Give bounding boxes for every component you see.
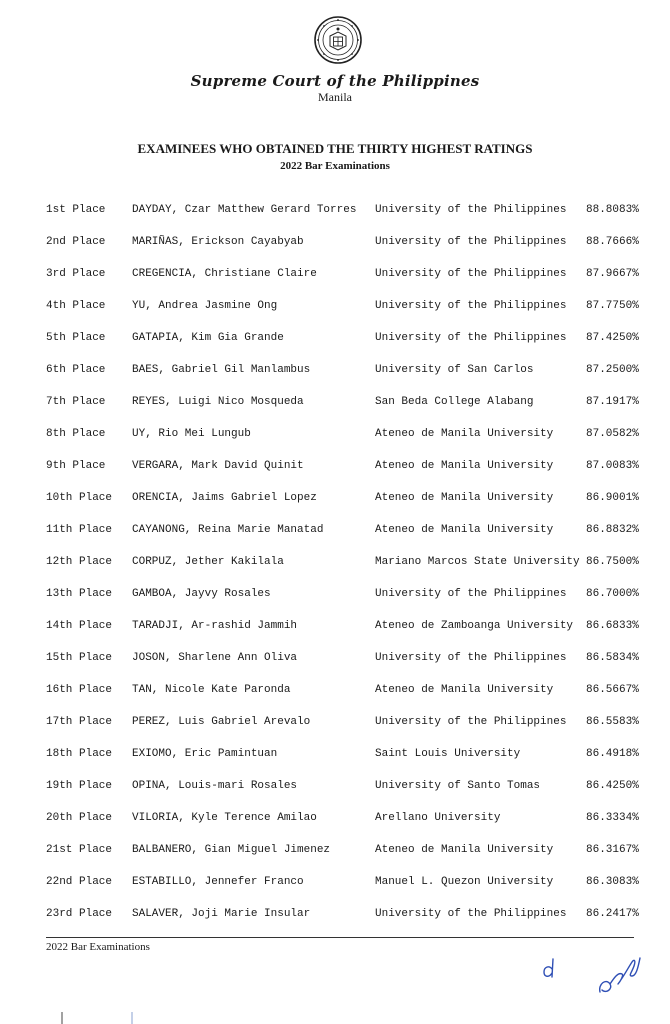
- rating-value: 87.0582%: [586, 428, 639, 440]
- rating-value: 86.3083%: [586, 876, 639, 888]
- scan-marks: [60, 1012, 140, 1024]
- examinee-name: JOSON, Sharlene Ann Oliva: [132, 652, 298, 664]
- law-school: Ateneo de Manila University: [375, 844, 554, 856]
- examinee-name: REYES, Luigi Nico Mosqueda: [132, 396, 304, 408]
- ranking-row: [0, 492, 670, 524]
- handwritten-initial-icon: [540, 955, 562, 981]
- law-school: Manuel L. Quezon University: [375, 876, 554, 888]
- ranking-place: 19th Place: [46, 780, 113, 792]
- ranking-row: [0, 236, 670, 268]
- ranking-place: 4th Place: [46, 300, 106, 312]
- examinee-name: GATAPIA, Kim Gia Grande: [132, 332, 284, 344]
- examinee-name: YU, Andrea Jasmine Ong: [132, 300, 278, 312]
- law-school: Ateneo de Manila University: [375, 684, 554, 696]
- law-school: University of the Philippines: [375, 236, 567, 248]
- ranking-place: 23rd Place: [46, 908, 113, 920]
- ranking-place: 10th Place: [46, 492, 113, 504]
- ranking-row: [0, 652, 670, 684]
- ranking-place: 7th Place: [46, 396, 106, 408]
- ranking-row: [0, 908, 670, 940]
- supreme-court-seal-icon: [314, 16, 362, 64]
- law-school: University of Santo Tomas: [375, 780, 541, 792]
- rankings-list: [0, 204, 670, 940]
- ranking-row: [0, 684, 670, 716]
- law-school: Ateneo de Zamboanga University: [375, 620, 574, 632]
- ranking-place: 11th Place: [46, 524, 113, 536]
- ranking-place: 9th Place: [46, 460, 106, 472]
- examinee-name: GAMBOA, Jayvy Rosales: [132, 588, 271, 600]
- examinee-name: DAYDAY, Czar Matthew Gerard Torres: [132, 204, 357, 216]
- rating-value: 86.4918%: [586, 748, 639, 760]
- court-city: Manila: [318, 90, 352, 104]
- ranking-place: 18th Place: [46, 748, 113, 760]
- ranking-row: [0, 460, 670, 492]
- ranking-place: 20th Place: [46, 812, 113, 824]
- ranking-row: [0, 332, 670, 364]
- ranking-place: 5th Place: [46, 332, 106, 344]
- examinee-name: ESTABILLO, Jennefer Franco: [132, 876, 304, 888]
- ranking-place: 15th Place: [46, 652, 113, 664]
- rating-value: 86.5583%: [586, 716, 639, 728]
- document-title: EXAMINEES WHO OBTAINED THE THIRTY HIGHEST RATINGS: [137, 141, 533, 156]
- examinee-name: EXIOMO, Eric Pamintuan: [132, 748, 278, 760]
- ranking-place: 12th Place: [46, 556, 113, 568]
- law-school: Ateneo de Manila University: [375, 524, 554, 536]
- law-school: University of the Philippines: [375, 300, 567, 312]
- ranking-row: [0, 716, 670, 748]
- ranking-row: [0, 428, 670, 460]
- examinee-name: UY, Rio Mei Lungub: [132, 428, 251, 440]
- ranking-place: 21st Place: [46, 844, 113, 856]
- ranking-row: [0, 300, 670, 332]
- law-school: Mariano Marcos State University: [375, 556, 580, 568]
- rating-value: 86.3334%: [586, 812, 639, 824]
- law-school: Ateneo de Manila University: [375, 492, 554, 504]
- examinee-name: ORENCIA, Jaims Gabriel Lopez: [132, 492, 317, 504]
- rating-value: 88.7666%: [586, 236, 639, 248]
- ranking-place: 17th Place: [46, 716, 113, 728]
- rating-value: 86.7500%: [586, 556, 639, 568]
- law-school: University of the Philippines: [375, 268, 567, 280]
- court-name: Supreme Court of the Philippines: [190, 72, 480, 90]
- ranking-row: [0, 524, 670, 556]
- rating-value: 88.8083%: [586, 204, 639, 216]
- law-school: University of the Philippines: [375, 204, 567, 216]
- law-school: University of the Philippines: [375, 716, 567, 728]
- law-school: Ateneo de Manila University: [375, 460, 554, 472]
- rating-value: 87.4250%: [586, 332, 639, 344]
- law-school: University of the Philippines: [375, 588, 567, 600]
- examinee-name: MARIÑAS, Erickson Cayabyab: [132, 236, 304, 248]
- ranking-place: 3rd Place: [46, 268, 106, 280]
- footer-divider: [46, 937, 634, 938]
- ranking-row: [0, 556, 670, 588]
- law-school: University of the Philippines: [375, 652, 567, 664]
- ranking-place: 16th Place: [46, 684, 113, 696]
- ranking-row: [0, 748, 670, 780]
- examinee-name: PEREZ, Luis Gabriel Arevalo: [132, 716, 311, 728]
- ranking-row: [0, 364, 670, 396]
- examinee-name: OPINA, Louis-mari Rosales: [132, 780, 298, 792]
- law-school: San Beda College Alabang: [375, 396, 534, 408]
- ranking-row: [0, 204, 670, 236]
- ranking-row: [0, 268, 670, 300]
- law-school: University of the Philippines: [375, 332, 567, 344]
- ranking-row: [0, 620, 670, 652]
- handwritten-signature-icon: [596, 950, 642, 998]
- ranking-place: 22nd Place: [46, 876, 113, 888]
- ranking-place: 1st Place: [46, 204, 106, 216]
- law-school: Arellano University: [375, 812, 501, 824]
- law-school: University of San Carlos: [375, 364, 534, 376]
- examinee-name: CORPUZ, Jether Kakilala: [132, 556, 284, 568]
- examinee-name: CAYANONG, Reina Marie Manatad: [132, 524, 324, 536]
- rating-value: 87.2500%: [586, 364, 639, 376]
- ranking-row: [0, 588, 670, 620]
- rating-value: 86.4250%: [586, 780, 639, 792]
- ranking-row: [0, 396, 670, 428]
- ranking-place: 13th Place: [46, 588, 113, 600]
- law-school: University of the Philippines: [375, 908, 567, 920]
- ranking-place: 8th Place: [46, 428, 106, 440]
- examinee-name: TAN, Nicole Kate Paronda: [132, 684, 291, 696]
- examinee-name: BALBANERO, Gian Miguel Jimenez: [132, 844, 331, 856]
- ranking-place: 14th Place: [46, 620, 113, 632]
- ranking-row: [0, 812, 670, 844]
- rating-value: 86.8832%: [586, 524, 639, 536]
- rating-value: 87.7750%: [586, 300, 639, 312]
- ranking-row: [0, 876, 670, 908]
- examinee-name: SALAVER, Joji Marie Insular: [132, 908, 311, 920]
- rating-value: 86.5834%: [586, 652, 639, 664]
- rating-value: 86.2417%: [586, 908, 639, 920]
- law-school: Ateneo de Manila University: [375, 428, 554, 440]
- ranking-place: 2nd Place: [46, 236, 106, 248]
- examinee-name: BAES, Gabriel Gil Manlambus: [132, 364, 311, 376]
- rating-value: 87.9667%: [586, 268, 639, 280]
- rating-value: 87.0083%: [586, 460, 639, 472]
- ranking-row: [0, 844, 670, 876]
- ranking-row: [0, 780, 670, 812]
- law-school: Saint Louis University: [375, 748, 521, 760]
- rating-value: 86.9001%: [586, 492, 639, 504]
- rating-value: 86.6833%: [586, 620, 639, 632]
- examinee-name: VERGARA, Mark David Quinit: [132, 460, 304, 472]
- rating-value: 87.1917%: [586, 396, 639, 408]
- document-subtitle: 2022 Bar Examinations: [280, 160, 390, 172]
- footer-text: 2022 Bar Examinations: [46, 941, 150, 953]
- rating-value: 86.3167%: [586, 844, 639, 856]
- examinee-name: VILORIA, Kyle Terence Amilao: [132, 812, 317, 824]
- examinee-name: TARADJI, Ar-rashid Jammih: [132, 620, 298, 632]
- examinee-name: CREGENCIA, Christiane Claire: [132, 268, 317, 280]
- ranking-place: 6th Place: [46, 364, 106, 376]
- rating-value: 86.7000%: [586, 588, 639, 600]
- rating-value: 86.5667%: [586, 684, 639, 696]
